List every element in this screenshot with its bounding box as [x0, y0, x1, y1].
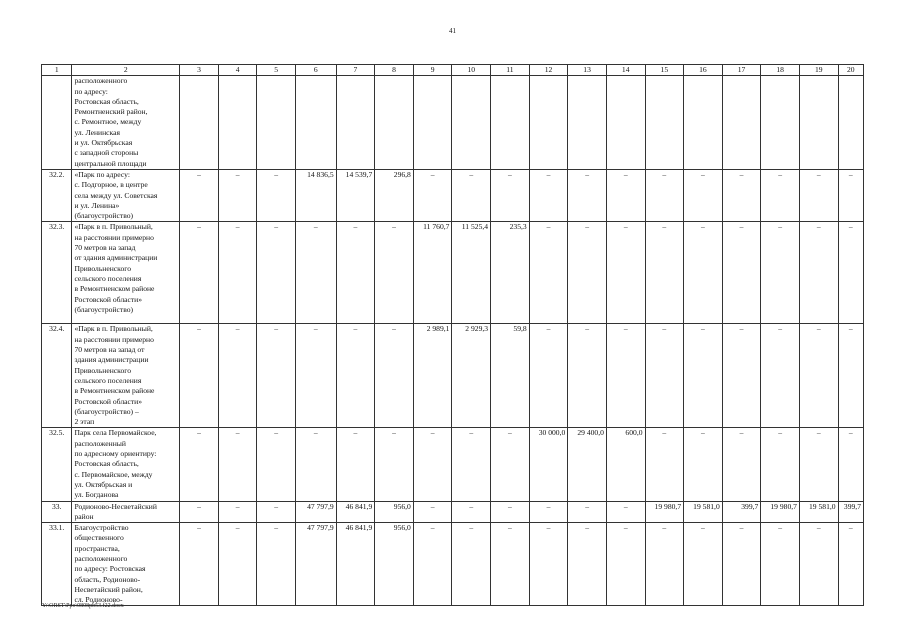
- value-cell: –: [568, 222, 607, 324]
- table-row: [42, 222, 864, 324]
- column-number: 18: [761, 65, 800, 76]
- value-cell: 14 539,7: [336, 169, 375, 221]
- column-number: 2: [72, 65, 180, 76]
- value-cell: –: [375, 428, 414, 501]
- value-cell: 19 581,0: [799, 501, 838, 523]
- value-cell: –: [529, 501, 568, 523]
- value-cell: –: [761, 523, 800, 606]
- table-row: [42, 169, 864, 221]
- value-cell: 11 525,4: [452, 222, 491, 324]
- value-cell: –: [799, 523, 838, 606]
- value-cell: –: [838, 324, 863, 428]
- value-cell: –: [645, 324, 684, 428]
- value-cell: [799, 76, 838, 170]
- column-number: 13: [568, 65, 607, 76]
- column-number: 1: [42, 65, 72, 76]
- value-cell: –: [761, 428, 800, 501]
- column-number: 6: [296, 65, 337, 76]
- budget-table: [41, 64, 864, 606]
- value-cell: 600,0: [606, 428, 645, 501]
- value-cell: –: [838, 222, 863, 324]
- value-cell: –: [722, 428, 761, 501]
- value-cell: 235,3: [491, 222, 530, 324]
- column-number: 19: [799, 65, 838, 76]
- value-cell: [452, 76, 491, 170]
- value-cell: [413, 76, 452, 170]
- value-cell: 30 000,0: [529, 428, 568, 501]
- value-cell: 14 836,5: [296, 169, 337, 221]
- value-cell: –: [684, 428, 723, 501]
- value-cell: –: [606, 501, 645, 523]
- value-cell: –: [838, 428, 863, 501]
- value-cell: –: [568, 523, 607, 606]
- value-cell: –: [180, 428, 219, 501]
- value-cell: [645, 76, 684, 170]
- value-cell: 19 980,7: [645, 501, 684, 523]
- row-number: 32.4.: [42, 324, 72, 428]
- value-cell: –: [722, 523, 761, 606]
- value-cell: –: [529, 169, 568, 221]
- value-cell: –: [452, 501, 491, 523]
- row-number: 32.5.: [42, 428, 72, 501]
- value-cell: –: [645, 222, 684, 324]
- object-name: Родионово-Несветайский район: [72, 501, 180, 523]
- value-cell: –: [761, 222, 800, 324]
- value-cell: –: [336, 222, 375, 324]
- value-cell: 29 400,0: [568, 428, 607, 501]
- value-cell: [336, 76, 375, 170]
- value-cell: –: [257, 324, 296, 428]
- value-cell: [761, 76, 800, 170]
- value-cell: 956,0: [375, 523, 414, 606]
- value-cell: –: [529, 523, 568, 606]
- value-cell: –: [799, 169, 838, 221]
- value-cell: –: [645, 428, 684, 501]
- value-cell: –: [529, 324, 568, 428]
- value-cell: 46 841,9: [336, 501, 375, 523]
- value-cell: [568, 76, 607, 170]
- value-cell: –: [375, 222, 414, 324]
- column-number: 14: [606, 65, 645, 76]
- value-cell: –: [684, 523, 723, 606]
- value-cell: –: [684, 324, 723, 428]
- value-cell: –: [452, 523, 491, 606]
- value-cell: –: [645, 169, 684, 221]
- column-number: 17: [722, 65, 761, 76]
- value-cell: –: [568, 501, 607, 523]
- table-row: [42, 428, 864, 501]
- value-cell: –: [296, 428, 337, 501]
- value-cell: 46 841,9: [336, 523, 375, 606]
- table-row: [42, 523, 864, 606]
- value-cell: –: [257, 428, 296, 501]
- column-number: 9: [413, 65, 452, 76]
- value-cell: –: [722, 169, 761, 221]
- value-cell: –: [606, 324, 645, 428]
- value-cell: –: [413, 428, 452, 501]
- value-cell: 11 760,7: [413, 222, 452, 324]
- value-cell: –: [838, 523, 863, 606]
- value-cell: 2 989,1: [413, 324, 452, 428]
- column-number: 10: [452, 65, 491, 76]
- value-cell: [529, 76, 568, 170]
- column-number: 15: [645, 65, 684, 76]
- value-cell: –: [336, 428, 375, 501]
- value-cell: 59,8: [491, 324, 530, 428]
- value-cell: 399,7: [838, 501, 863, 523]
- row-number: 32.3.: [42, 222, 72, 324]
- value-cell: –: [452, 169, 491, 221]
- value-cell: –: [799, 428, 838, 501]
- value-cell: 296,8: [375, 169, 414, 221]
- object-name: «Парк по адресу: с. Подгорное, в центре села между ул. Советская и ул. Ленина» (благоустройство): [72, 169, 180, 221]
- value-cell: –: [218, 523, 257, 606]
- value-cell: –: [491, 428, 530, 501]
- value-cell: [218, 76, 257, 170]
- value-cell: [606, 76, 645, 170]
- value-cell: –: [180, 523, 219, 606]
- value-cell: –: [529, 222, 568, 324]
- value-cell: –: [257, 501, 296, 523]
- column-number: 7: [336, 65, 375, 76]
- table-row: [42, 324, 864, 428]
- value-cell: –: [606, 169, 645, 221]
- value-cell: –: [336, 324, 375, 428]
- object-name: Благоустройство общественного пространства, расположенного по адресу: Ростовская область, Родионово- Несветайский район, сл. Родионово-: [72, 523, 180, 606]
- value-cell: –: [491, 501, 530, 523]
- value-cell: 399,7: [722, 501, 761, 523]
- column-number: 20: [838, 65, 863, 76]
- object-name: «Парк в п. Привольный, на расстоянии примерно 70 метров на запад от здания администрации Привольненского сельского поселения в Ремонтненском районе Ростовской области» (благоустройство): [72, 222, 180, 324]
- value-cell: –: [218, 222, 257, 324]
- value-cell: 19 581,0: [684, 501, 723, 523]
- value-cell: [180, 76, 219, 170]
- value-cell: –: [257, 222, 296, 324]
- value-cell: –: [218, 324, 257, 428]
- value-cell: –: [684, 169, 723, 221]
- value-cell: [375, 76, 414, 170]
- value-cell: –: [375, 324, 414, 428]
- table-row: [42, 76, 864, 170]
- page-number: 41: [449, 27, 456, 35]
- column-number: 12: [529, 65, 568, 76]
- value-cell: –: [452, 428, 491, 501]
- value-cell: –: [180, 169, 219, 221]
- value-cell: –: [296, 324, 337, 428]
- value-cell: –: [218, 428, 257, 501]
- row-number: 33.1.: [42, 523, 72, 606]
- value-cell: [838, 76, 863, 170]
- value-cell: –: [761, 324, 800, 428]
- value-cell: –: [838, 169, 863, 221]
- value-cell: –: [218, 501, 257, 523]
- value-cell: –: [491, 523, 530, 606]
- value-cell: –: [722, 222, 761, 324]
- value-cell: 19 980,7: [761, 501, 800, 523]
- value-cell: [257, 76, 296, 170]
- value-cell: 47 797,9: [296, 523, 337, 606]
- value-cell: –: [684, 222, 723, 324]
- value-cell: –: [218, 169, 257, 221]
- value-cell: –: [413, 501, 452, 523]
- column-number: 16: [684, 65, 723, 76]
- value-cell: –: [257, 169, 296, 221]
- value-cell: [684, 76, 723, 170]
- column-number: 3: [180, 65, 219, 76]
- value-cell: 956,0: [375, 501, 414, 523]
- row-number: 33.: [42, 501, 72, 523]
- value-cell: –: [606, 523, 645, 606]
- value-cell: –: [491, 169, 530, 221]
- file-path-footer: Y:\ORST\Ppo\0808pb53.f22.docx: [42, 603, 124, 609]
- row-number: [42, 76, 72, 170]
- value-cell: 47 797,9: [296, 501, 337, 523]
- value-cell: –: [722, 324, 761, 428]
- value-cell: –: [761, 169, 800, 221]
- value-cell: –: [180, 501, 219, 523]
- object-name: «Парк в п. Привольный, на расстоянии примерно 70 метров на запад от здания администрации Привольненского сельского поселения в Ремонтненском районе Ростовской области» (благоустройство) – 2 этап: [72, 324, 180, 428]
- object-name: Парк села Первомайское, расположенный по адресному ориентиру: Ростовская область, с. Первомайское, между ул. Октябрьская и ул. Богданова: [72, 428, 180, 501]
- row-number: 32.2.: [42, 169, 72, 221]
- column-number: 5: [257, 65, 296, 76]
- value-cell: –: [413, 169, 452, 221]
- object-name: расположенного по адресу: Ростовская область, Ремонтненский район, с. Ремонтное, между ул. Ленинская и ул. Октябрьская с западной стороны центральной площади: [72, 76, 180, 170]
- value-cell: –: [606, 222, 645, 324]
- value-cell: 2 929,3: [452, 324, 491, 428]
- value-cell: –: [180, 222, 219, 324]
- value-cell: [491, 76, 530, 170]
- value-cell: –: [296, 222, 337, 324]
- value-cell: –: [799, 222, 838, 324]
- column-number: 11: [491, 65, 530, 76]
- value-cell: [296, 76, 337, 170]
- value-cell: –: [413, 523, 452, 606]
- value-cell: –: [180, 324, 219, 428]
- value-cell: –: [257, 523, 296, 606]
- value-cell: –: [799, 324, 838, 428]
- value-cell: [722, 76, 761, 170]
- value-cell: –: [645, 523, 684, 606]
- column-number: 8: [375, 65, 414, 76]
- value-cell: –: [568, 324, 607, 428]
- column-number-row: [42, 65, 864, 76]
- table-row: [42, 501, 864, 523]
- value-cell: –: [568, 169, 607, 221]
- column-number: 4: [218, 65, 257, 76]
